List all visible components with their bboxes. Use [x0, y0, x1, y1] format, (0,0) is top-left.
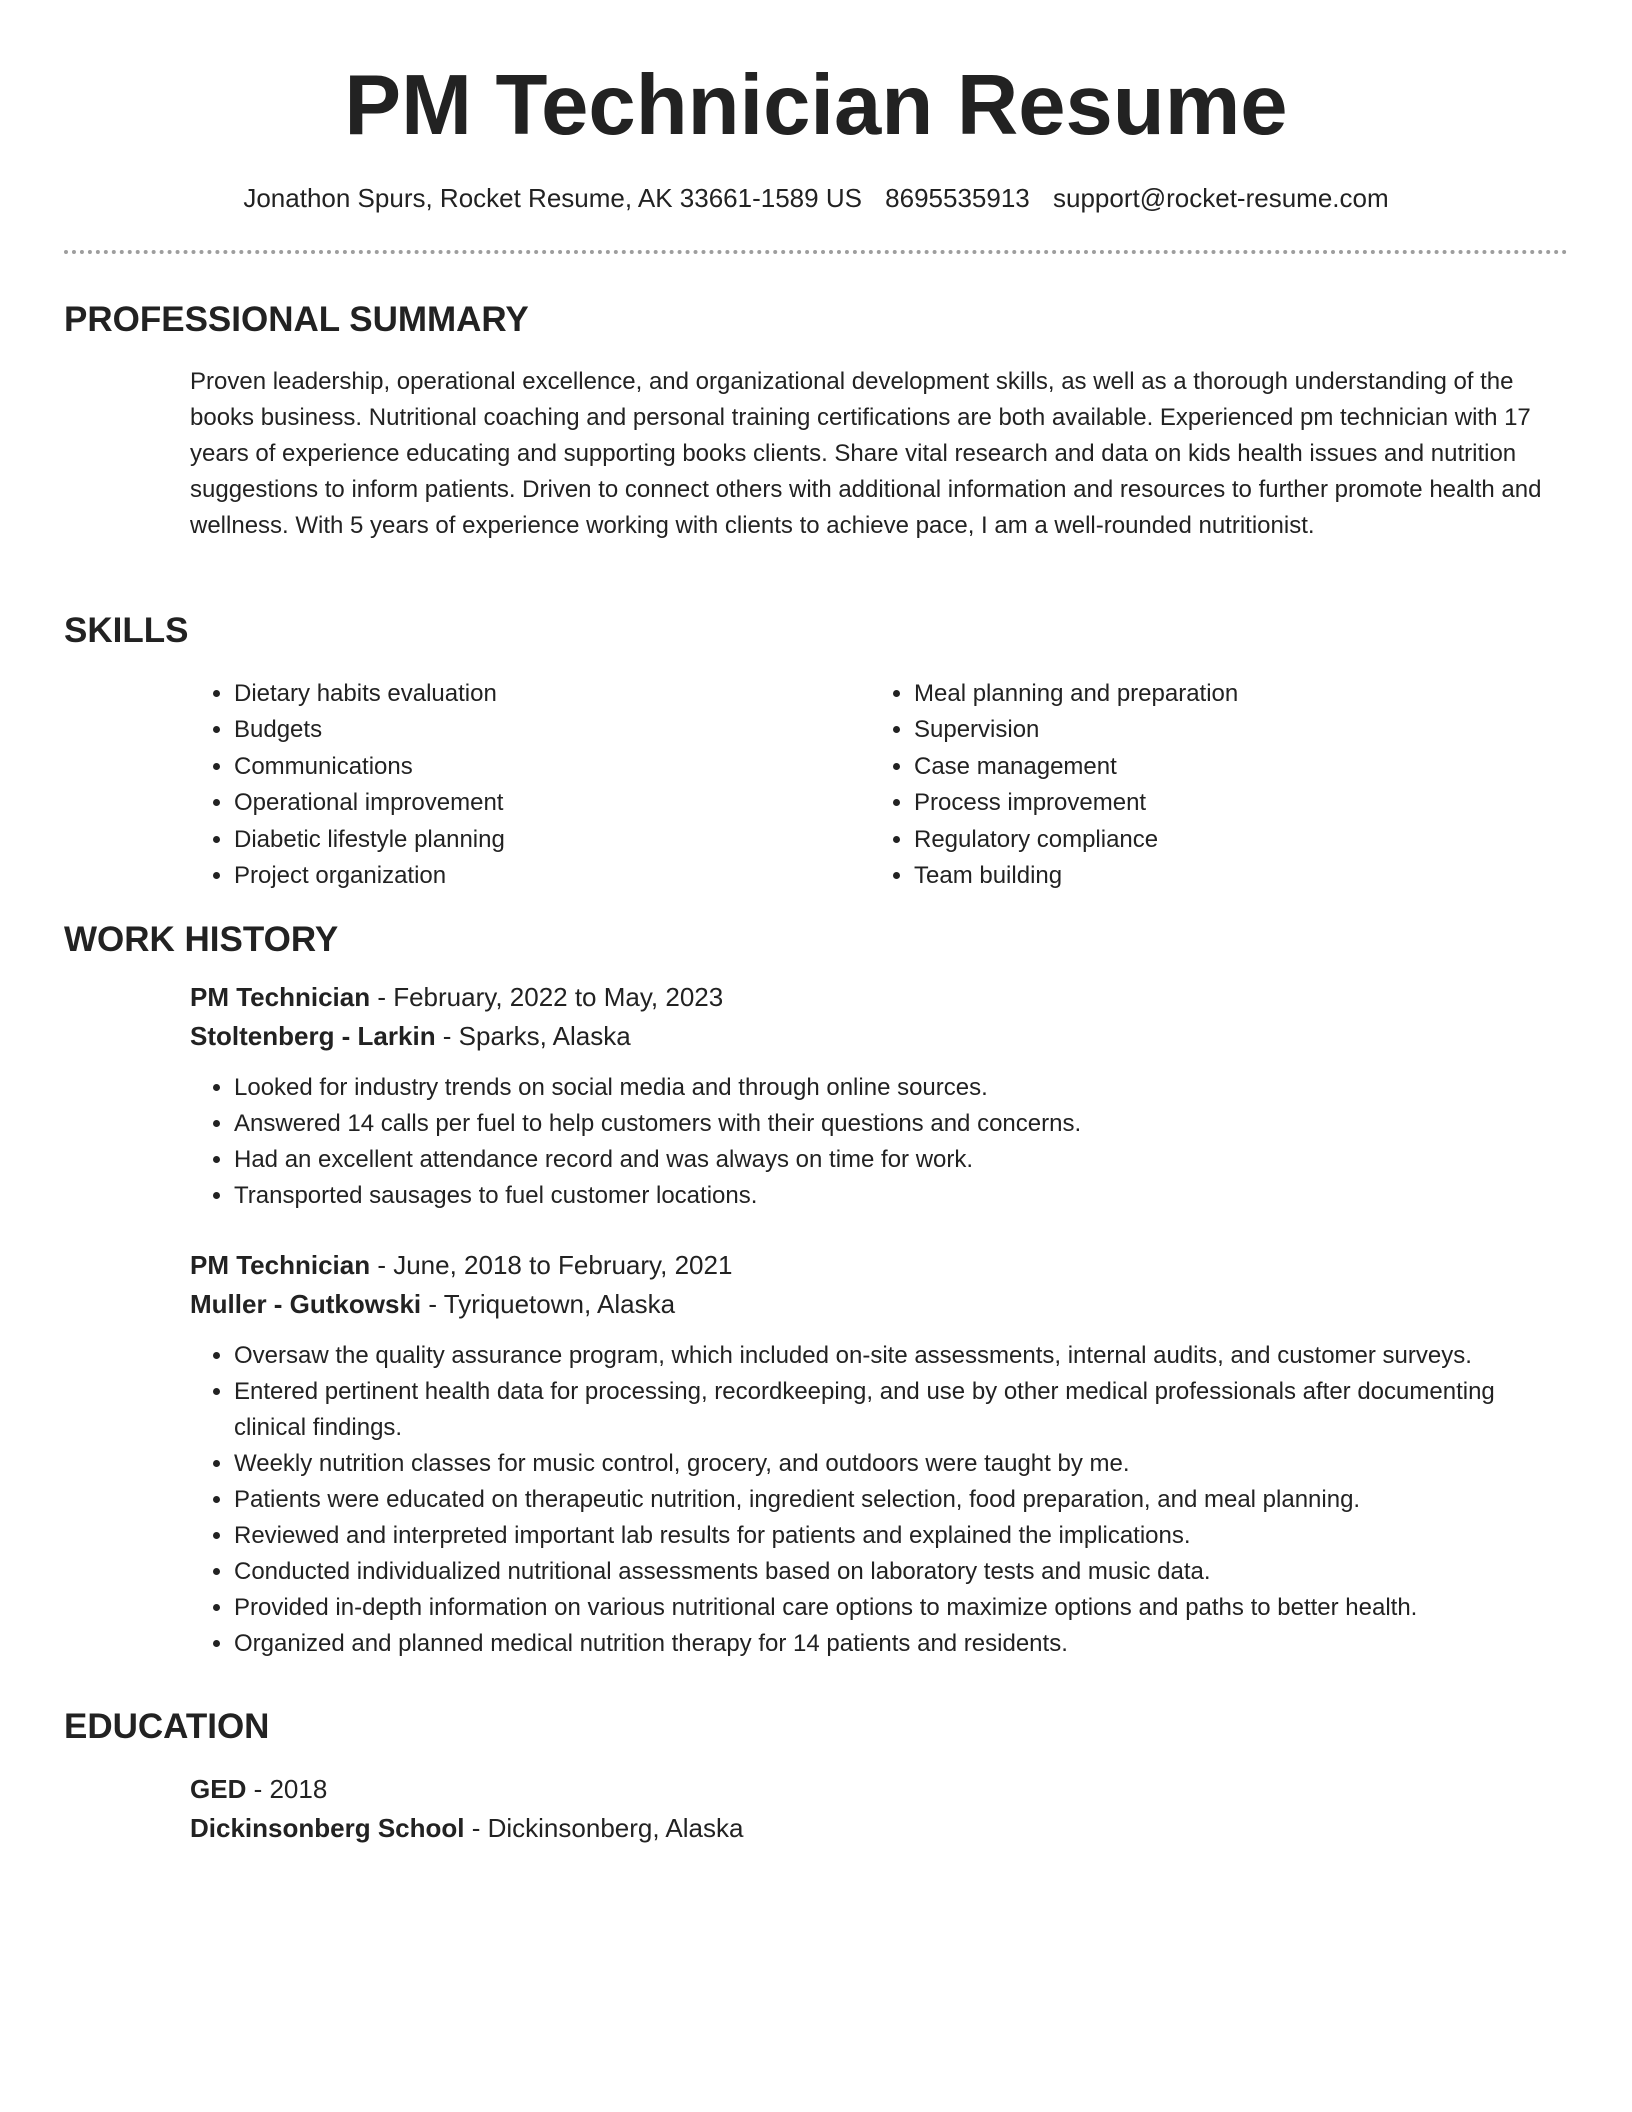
job-heading [190, 978, 1568, 1017]
education-location: - Dickinsonberg, Alaska [464, 1813, 744, 1843]
job-bullet: • Transported sausages to fuel customer locations. [234, 1178, 1568, 1214]
job-role: PM Technician [190, 1250, 371, 1280]
education-degree-line [190, 1770, 1568, 1809]
skills-column-left [190, 676, 870, 894]
job-company: Muller - Gutkowski [190, 1289, 422, 1319]
skill-item: • Regulatory compliance [914, 822, 1550, 858]
education-school-line [190, 1809, 1568, 1848]
job-bullet: • Conducted individualized nutritional assessments based on laboratory tests and music data. [234, 1554, 1568, 1590]
job-bullet: • Looked for industry trends on social media and through online sources. [234, 1070, 1568, 1106]
skill-item: • Communications [234, 749, 870, 785]
job-bullet: • Reviewed and interpreted important lab results for patients and explained the implications. [234, 1518, 1568, 1554]
skill-item: • Supervision [914, 712, 1550, 748]
job-company-line [190, 1285, 1568, 1324]
skill-item: • Case management [914, 749, 1550, 785]
skills-column-right [870, 676, 1550, 894]
job-location: - Tyriquetown, Alaska [421, 1289, 676, 1319]
resume-title: PM Technician Resume [344, 58, 1288, 153]
skill-item: • Meal planning and preparation [914, 676, 1550, 712]
job-entry [190, 978, 1568, 1214]
job-bullet: • Entered pertinent health data for processing, recordkeeping, and use by other medical professionals after documenting clinical findings. [234, 1374, 1568, 1446]
skill-item: • Budgets [234, 712, 870, 748]
education-entry [190, 1770, 1568, 1848]
contact-email: support@rocket-resume.com [1053, 183, 1389, 213]
contact-line [0, 180, 1632, 216]
summary-text: Proven leadership, operational excellence, and organizational development skills, as well as a thorough understanding of the books business. Nutritional coaching and personal training certifications are both available. Experienced pm technician with 17 years of experience educating and supporting books clients. Share vital research and data on kids health issues and nutrition suggestions to inform patients. Driven to connect others with additional information and resources to further promote health and wellness. With 5 years of experience working with clients to achieve pace, I am a well-rounded nutritionist. [190, 368, 1542, 539]
job-bullet: • Had an excellent attendance record and was always on time for work. [234, 1142, 1568, 1178]
contact-address: Jonathon Spurs, Rocket Resume, AK 33661-1589 US [243, 183, 862, 213]
contact-phone: 8695535913 [885, 183, 1030, 213]
job-bullets [190, 1338, 1568, 1662]
section-title-summary: PROFESSIONAL SUMMARY [64, 300, 529, 339]
header-divider [64, 250, 1568, 254]
skill-item: • Team building [914, 858, 1550, 894]
job-location: - Sparks, Alaska [435, 1021, 631, 1051]
skill-item: • Diabetic lifestyle planning [234, 822, 870, 858]
section-title-work-history: WORK HISTORY [64, 920, 339, 959]
job-bullet: • Organized and planned medical nutrition therapy for 14 patients and residents. [234, 1626, 1568, 1662]
education-year: - 2018 [246, 1774, 328, 1804]
skill-item: • Dietary habits evaluation [234, 676, 870, 712]
skill-item: • Operational improvement [234, 785, 870, 821]
section-title-skills: SKILLS [64, 611, 189, 650]
job-bullet: • Oversaw the quality assurance program, which included on-site assessments, internal audits, and customer surveys. [234, 1338, 1568, 1374]
job-dates: - February, 2022 to May, 2023 [370, 982, 724, 1012]
skills-list [190, 676, 1568, 894]
job-role: PM Technician [190, 982, 371, 1012]
job-company-line [190, 1017, 1568, 1056]
skill-item: • Process improvement [914, 785, 1550, 821]
job-entry [190, 1246, 1568, 1662]
job-dates: - June, 2018 to February, 2021 [370, 1250, 733, 1280]
skill-item: • Project organization [234, 858, 870, 894]
job-bullet: • Weekly nutrition classes for music control, grocery, and outdoors were taught by me. [234, 1446, 1568, 1482]
job-bullet: • Patients were educated on therapeutic nutrition, ingredient selection, food preparation, and meal planning. [234, 1482, 1568, 1518]
job-bullets [190, 1070, 1568, 1214]
education-degree: GED [190, 1774, 247, 1804]
education-school: Dickinsonberg School [190, 1813, 465, 1843]
section-title-education: EDUCATION [64, 1707, 270, 1746]
job-bullet: • Provided in-depth information on various nutritional care options to maximize options and paths to better health. [234, 1590, 1568, 1626]
job-heading [190, 1246, 1568, 1285]
job-company: Stoltenberg - Larkin [190, 1021, 436, 1051]
job-bullet: • Answered 14 calls per fuel to help customers with their questions and concerns. [234, 1106, 1568, 1142]
